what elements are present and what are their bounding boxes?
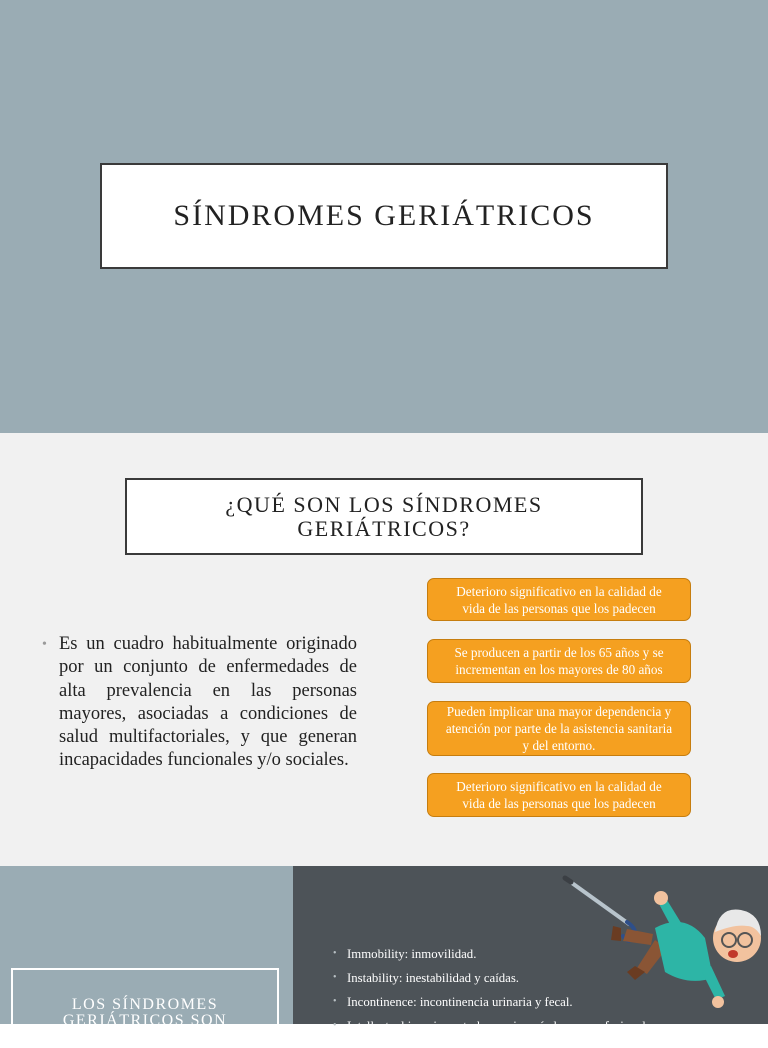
slide-title: SÍNDROMES GERIÁTRICOS — [173, 199, 595, 232]
title-slide — [0, 0, 768, 433]
bullet-dot-icon: • — [333, 1020, 337, 1031]
orange-box-3 — [427, 701, 691, 756]
definition-bullet — [42, 633, 357, 773]
orange-box-4-line2: vida de las personas que los padecen — [462, 796, 656, 811]
orange-box-3-line2: atención por parte de la asistencia sanitaria — [445, 721, 673, 736]
orange-box-2-line2: incrementan en los mayores de 80 años — [455, 662, 663, 677]
question-heading-line2: GERIÁTRICOS? — [297, 515, 471, 541]
list-item-text: Instability: inestabilidad y caídas. — [347, 971, 520, 985]
bullet-dot-icon: • — [333, 948, 337, 959]
orange-box-4 — [427, 773, 691, 817]
title-box — [100, 163, 668, 269]
question-heading-line1: ¿QUÉ SON LOS SÍNDROMES — [225, 491, 543, 517]
orange-box-4-line1: Deterioro significativo en la calidad de — [456, 779, 662, 794]
orange-box-2-line1: Se producen a partir de los 65 años y se — [454, 645, 664, 660]
bullet-dot-icon: • — [42, 637, 47, 652]
list-heading-line2: GERIÁTRICOS SON — [62, 1012, 228, 1029]
orange-box-1-line1: Deterioro significativo en la calidad de — [456, 583, 662, 599]
definition-slide — [0, 433, 768, 866]
list-item-text: Intellectual impairment: demencia y síndrome confusional. — [347, 1019, 650, 1033]
list-heading-line1: LOS SÍNDROMES — [71, 996, 219, 1013]
bullet-dot-icon: • — [333, 972, 337, 983]
list-item-text: Incontinence: incontinencia urinaria y fecal. — [347, 995, 573, 1009]
orange-box-3-line1: Pueden implicar una mayor dependencia y — [446, 704, 672, 719]
bullet-dot-icon: • — [333, 996, 337, 1007]
question-heading-box — [125, 478, 643, 555]
orange-box-1 — [427, 578, 691, 621]
list-heading-box — [11, 968, 279, 1048]
definition-text: Es un cuadro habitualmente originado por un conjunto de enfermedades de alta prevalencia en las personas mayores, asociadas a condiciones de salud multifactoriales, y que generan incapacidades funcionales y/o sociales. — [59, 634, 357, 771]
list-slide — [0, 866, 768, 1033]
list-item-text: Immobility: inmovilidad. — [347, 947, 477, 961]
orange-box-2 — [427, 639, 691, 683]
orange-box-3-line3: y del entorno. — [522, 738, 596, 753]
falling-elderly-man-icon — [555, 866, 768, 1024]
orange-box-1-line2: vida de las personas que los padecen — [462, 600, 656, 616]
